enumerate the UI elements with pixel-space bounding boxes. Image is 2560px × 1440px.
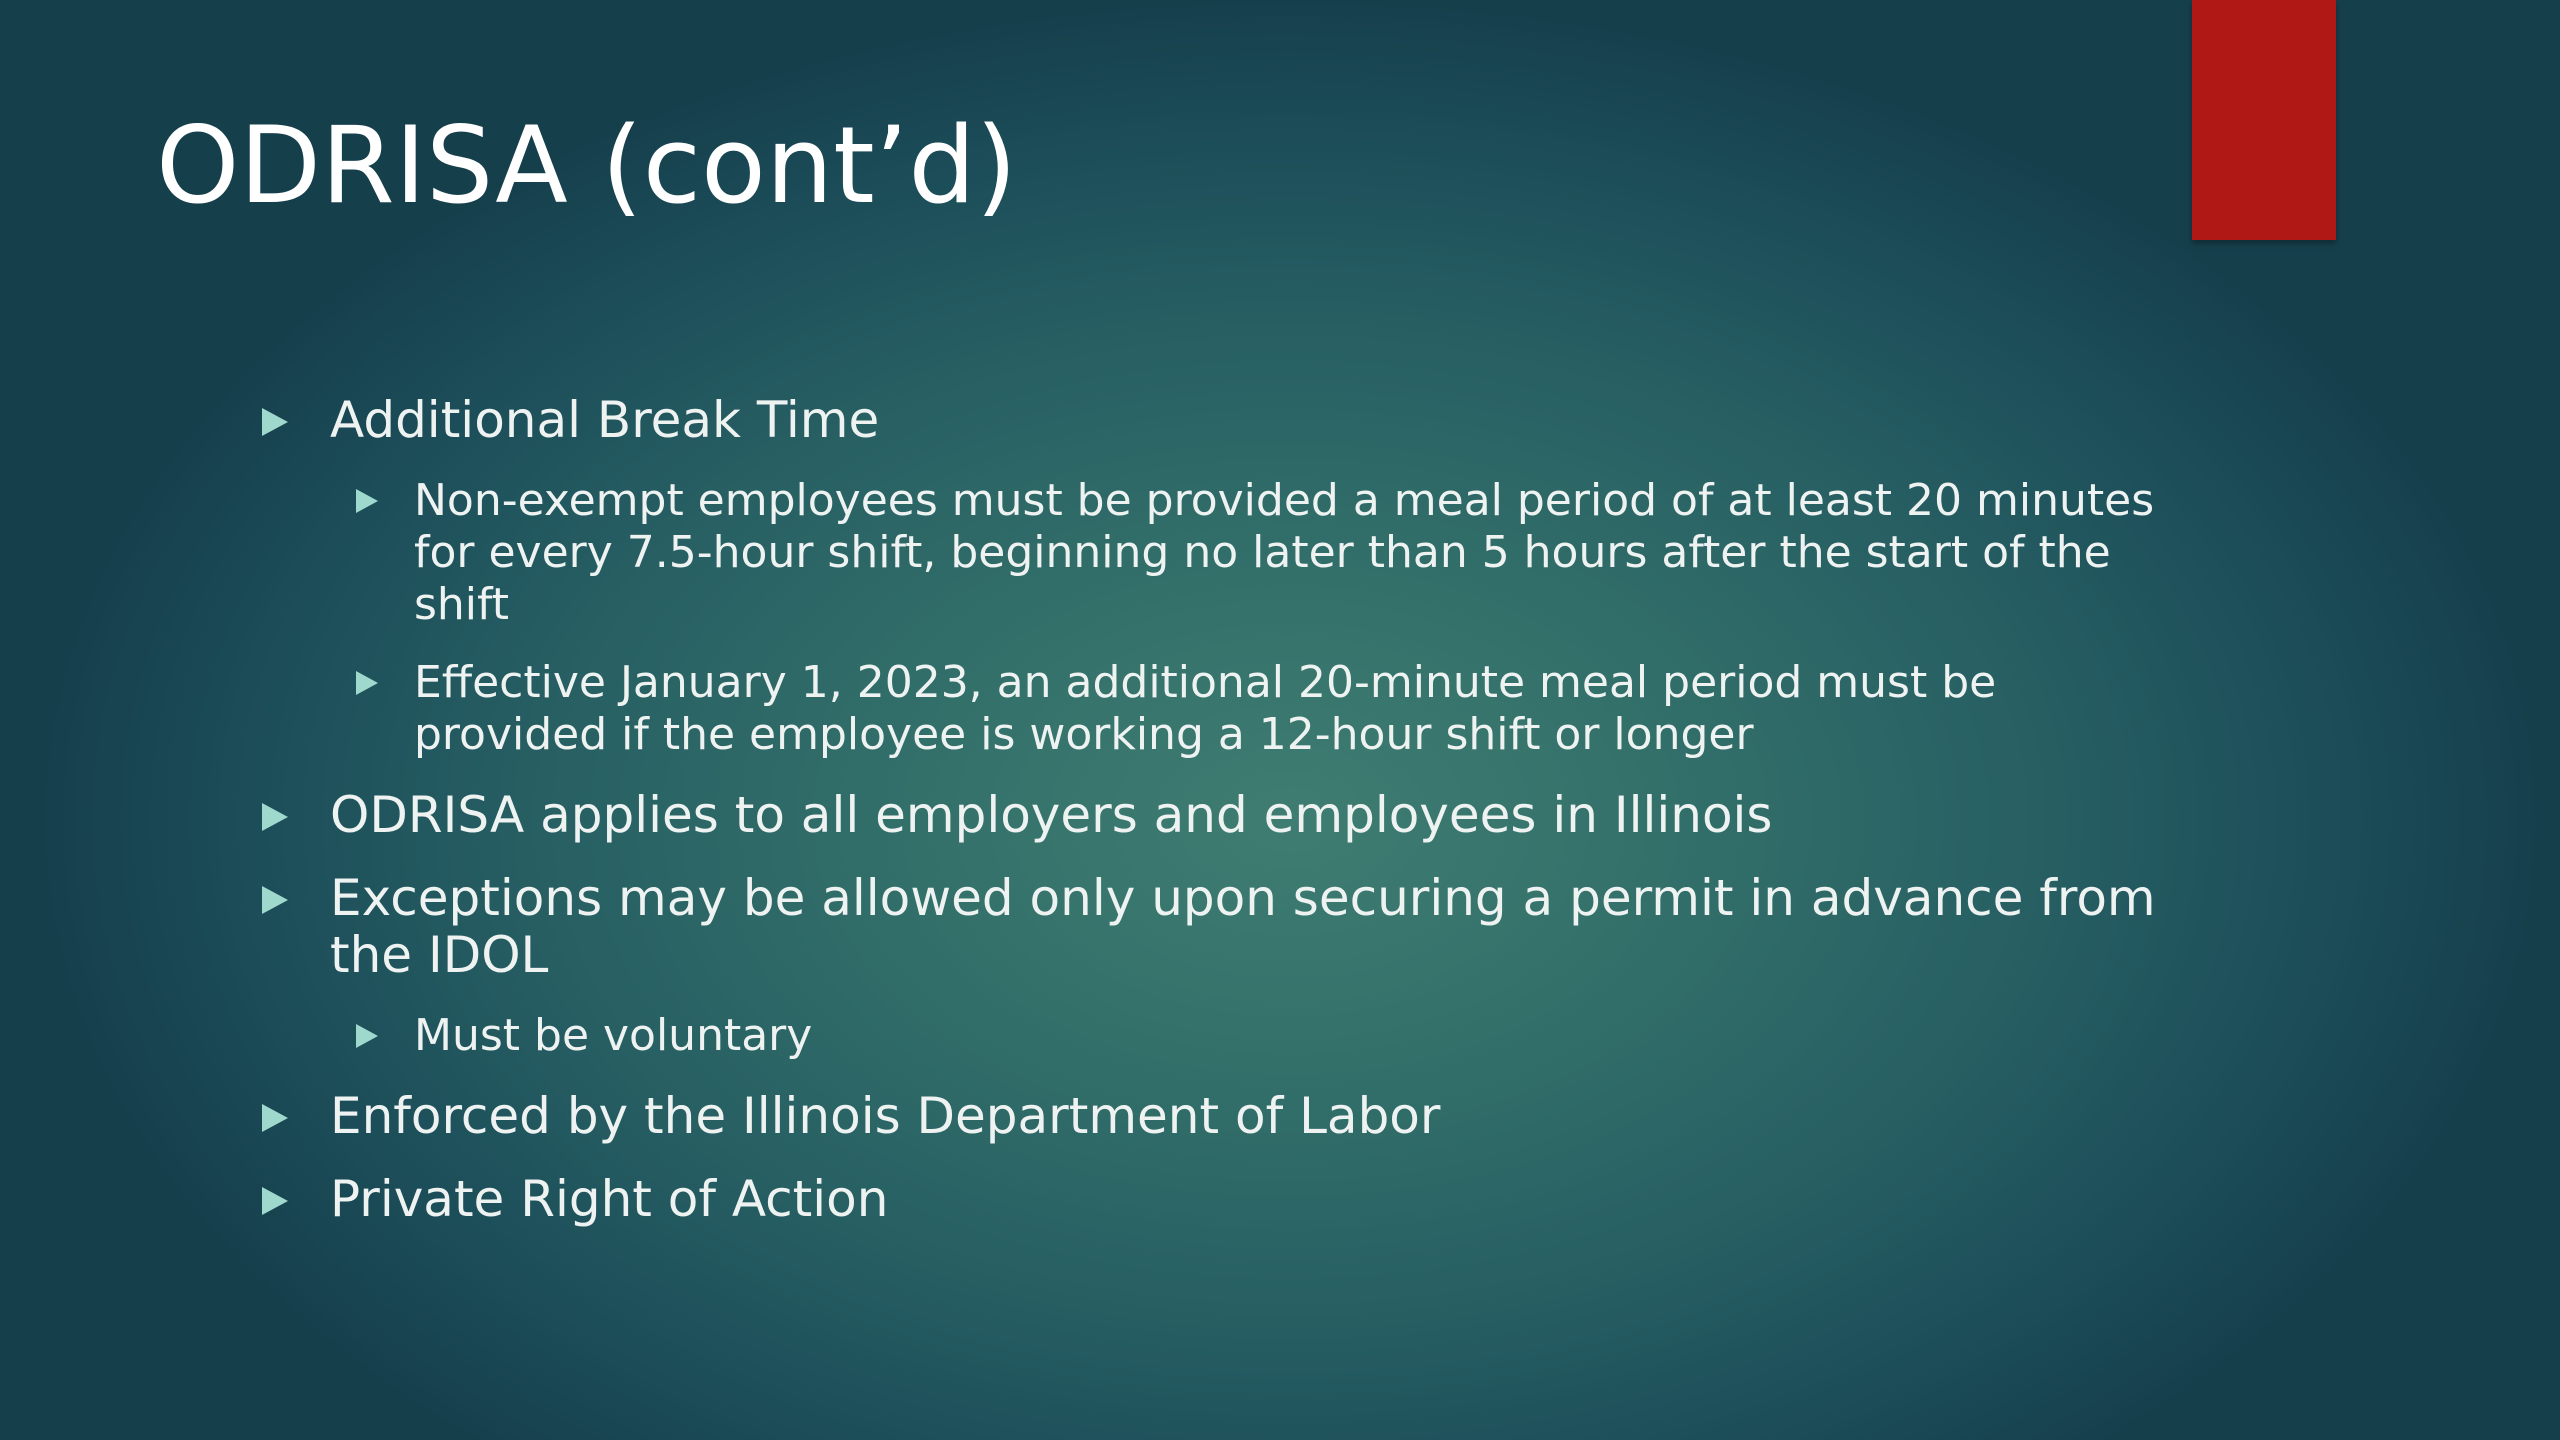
triangle-bullet-icon [262, 1104, 288, 1132]
bullet-text: ODRISA applies to all employers and employees in Illinois [330, 786, 1773, 844]
bullet-text: Exceptions may be allowed only upon securing a permit in advance from the IDOL [330, 869, 2156, 984]
triangle-bullet-icon [356, 671, 378, 695]
triangle-bullet-icon [262, 886, 288, 914]
bullet-item [256, 392, 2156, 449]
triangle-bullet-icon [262, 803, 288, 831]
bullet-item [256, 1171, 2156, 1228]
triangle-bullet-icon [356, 489, 378, 513]
triangle-bullet-icon [262, 1187, 288, 1215]
sub-bullet-item [352, 657, 2156, 761]
bullet-text: Private Right of Action [330, 1170, 889, 1228]
sub-bullet-item [352, 1010, 2156, 1062]
sub-bullet-text: Non-exempt employees must be provided a meal period of at least 20 minutes for every 7.5-hour shift, beginning no later than 5 hours after the start of the shift [414, 475, 2155, 630]
bullet-item [256, 870, 2156, 984]
sub-bullet-text: Must be voluntary [414, 1010, 813, 1061]
bullet-text: Additional Break Time [330, 391, 880, 449]
sub-bullet-text: Effective January 1, 2023, an additional 20-minute meal period must be provided if the employee is working a 12-hour shift or longer [414, 657, 1997, 760]
bullet-text: Enforced by the Illinois Department of Labor [330, 1087, 1441, 1145]
slide-title: ODRISA (cont’d) [156, 104, 1017, 227]
accent-bar [2192, 0, 2336, 240]
bullet-list [256, 392, 2156, 1254]
sub-bullet-item [352, 475, 2156, 631]
bullet-item [256, 787, 2156, 844]
triangle-bullet-icon [262, 408, 288, 436]
triangle-bullet-icon [356, 1024, 378, 1048]
bullet-item [256, 1088, 2156, 1145]
